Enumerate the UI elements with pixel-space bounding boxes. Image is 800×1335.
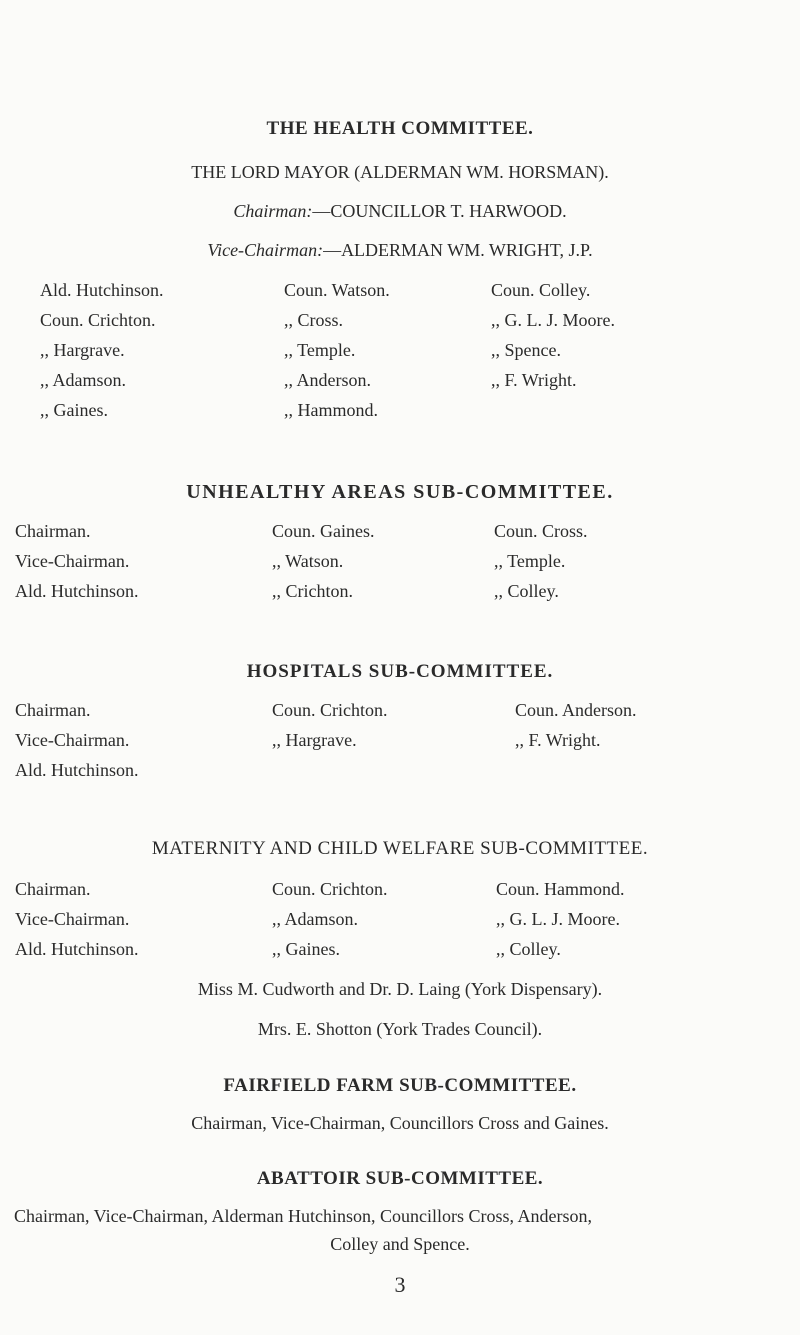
member-cell: ,, G. L. J. Moore.: [491, 310, 615, 330]
member-cell: ,, Colley.: [494, 581, 559, 601]
table-row: [0, 879, 800, 905]
table-row: [0, 581, 800, 607]
member-cell: Coun. Cross.: [494, 521, 588, 541]
table-row: [0, 521, 800, 547]
member-cell: Chairman.: [15, 521, 91, 541]
table-row: [0, 909, 800, 935]
member-cell: ,, Adamson.: [40, 370, 127, 390]
table-row: [0, 551, 800, 577]
member-cell: ,, Hargrave.: [272, 730, 357, 750]
page-number: 3: [394, 1272, 406, 1297]
member-cell: Vice-Chairman.: [15, 730, 130, 750]
member-cell: Ald. Hutchinson.: [15, 581, 139, 601]
member-cell: ,, Watson.: [272, 551, 344, 571]
member-cell: ,, Cross.: [284, 310, 344, 330]
table-row: [0, 340, 800, 366]
member-cell: Vice-Chairman.: [15, 909, 130, 929]
vice-chairman-label: Vice-Chairman:: [207, 240, 324, 260]
member-cell: Coun. Watson.: [284, 280, 390, 300]
member-cell: ,, Anderson.: [284, 370, 371, 390]
table-row: [0, 400, 800, 426]
table-row: [0, 760, 800, 786]
maternity-note-trades-council: Mrs. E. Shotton (York Trades Council).: [257, 1019, 543, 1039]
abattoir-members-line2: Colley and Spence.: [330, 1234, 470, 1254]
chairman-name: —COUNCILLOR T. HARWOOD.: [312, 201, 567, 221]
member-cell: Ald. Hutchinson.: [40, 280, 164, 300]
table-row: [0, 280, 800, 306]
member-cell: Chairman.: [15, 700, 91, 720]
member-cell: Coun. Hammond.: [496, 879, 625, 899]
member-cell: ,, Gaines.: [40, 400, 108, 420]
member-cell: Coun. Crichton.: [272, 879, 388, 899]
table-row: [0, 700, 800, 726]
table-row: [0, 939, 800, 965]
chairman-line: [0, 201, 800, 222]
fairfield-farm-members: Chairman, Vice-Chairman, Councillors Cross and Gaines.: [191, 1113, 609, 1133]
maternity-title: MATERNITY AND CHILD WELFARE SUB-COMMITTEE.: [151, 838, 649, 859]
member-cell: ,, Temple.: [494, 551, 566, 571]
member-cell: ,, F. Wright.: [515, 730, 601, 750]
abattoir-title: ABATTOIR SUB-COMMITTEE.: [256, 1168, 544, 1189]
vice-chairman-line: [0, 240, 800, 261]
member-cell: ,, Adamson.: [272, 909, 359, 929]
abattoir-members-line1: Chairman, Vice-Chairman, Alderman Hutchinson, Councillors Cross, Anderson,: [14, 1206, 593, 1226]
lord-mayor-line: THE LORD MAYOR (ALDERMAN WM. HORSMAN).: [191, 162, 609, 182]
table-row: [0, 310, 800, 336]
member-cell: Vice-Chairman.: [15, 551, 130, 571]
fairfield-farm-title: FAIRFIELD FARM SUB-COMMITTEE.: [223, 1075, 577, 1096]
member-cell: Ald. Hutchinson.: [15, 760, 139, 780]
member-cell: ,, Gaines.: [272, 939, 340, 959]
member-cell: Coun. Colley.: [491, 280, 591, 300]
maternity-note-dispensary: Miss M. Cudworth and Dr. D. Laing (York Dispensary).: [197, 979, 603, 999]
table-row: [0, 370, 800, 396]
table-row: [0, 730, 800, 756]
member-cell: ,, Hargrave.: [40, 340, 125, 360]
member-cell: ,, F. Wright.: [491, 370, 577, 390]
member-cell: ,, G. L. J. Moore.: [496, 909, 620, 929]
unhealthy-areas-title: UNHEALTHY AREAS SUB-COMMITTEE.: [186, 481, 614, 503]
member-cell: Ald. Hutchinson.: [15, 939, 139, 959]
member-cell: Coun. Crichton.: [272, 700, 388, 720]
member-cell: ,, Crichton.: [272, 581, 353, 601]
health-committee-title: THE HEALTH COMMITTEE.: [266, 118, 534, 139]
chairman-label: Chairman:: [233, 201, 313, 221]
member-cell: Coun. Gaines.: [272, 521, 375, 541]
member-cell: ,, Spence.: [491, 340, 561, 360]
member-cell: ,, Colley.: [496, 939, 561, 959]
vice-chairman-name: —ALDERMAN WM. WRIGHT, J.P.: [323, 240, 593, 260]
member-cell: ,, Temple.: [284, 340, 356, 360]
hospitals-title: HOSPITALS SUB-COMMITTEE.: [246, 661, 554, 682]
member-cell: Coun. Crichton.: [40, 310, 156, 330]
member-cell: Chairman.: [15, 879, 91, 899]
member-cell: Coun. Anderson.: [515, 700, 637, 720]
member-cell: ,, Hammond.: [284, 400, 378, 420]
